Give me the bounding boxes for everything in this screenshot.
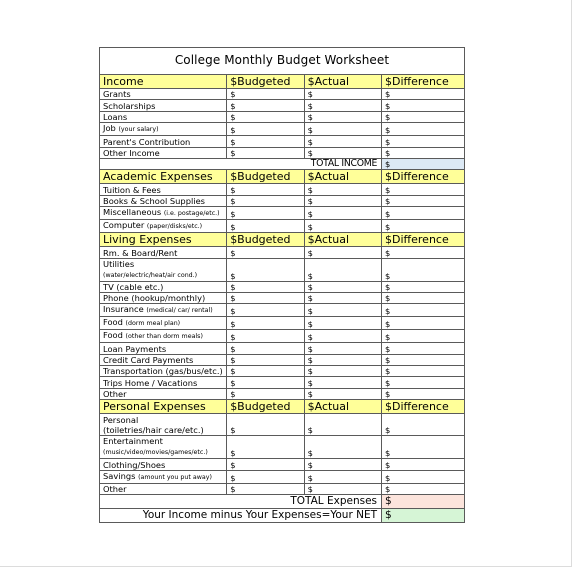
budgeted-cell[interactable]: $ <box>227 220 304 233</box>
row-label-note: (amount you put away) <box>138 473 212 481</box>
row-label-note: (dorm meal plan) <box>125 320 181 328</box>
row-label <box>100 304 227 317</box>
living-header-row <box>100 233 464 247</box>
budgeted-cell[interactable]: $ <box>227 111 304 122</box>
table-row <box>100 195 464 206</box>
table-row <box>100 100 464 111</box>
personal-heading: Personal Expenses <box>100 400 227 414</box>
budget-worksheet <box>99 47 465 523</box>
budgeted-cell[interactable]: $ <box>227 330 304 343</box>
difference-cell[interactable]: $ <box>382 317 464 330</box>
table-row <box>100 377 464 388</box>
budgeted-cell[interactable]: $ <box>227 281 304 292</box>
difference-cell[interactable]: $ <box>382 247 464 258</box>
total-expenses-label: TOTAL Expenses <box>100 495 382 509</box>
table-row <box>100 388 464 399</box>
actual-cell[interactable]: $ <box>304 470 381 483</box>
row-label: Other Income <box>100 147 227 158</box>
actual-cell[interactable]: $ <box>304 330 381 343</box>
row-label: Trips Home / Vacations <box>100 377 227 388</box>
difference-column-header: $Difference <box>382 75 464 89</box>
row-label <box>100 220 227 233</box>
worksheet-title: College Monthly Budget Worksheet <box>100 48 464 75</box>
table-row <box>100 470 464 483</box>
table-row <box>100 330 464 343</box>
row-label-main: Personal <box>103 415 139 426</box>
row-label: Loans <box>100 111 227 122</box>
row-label-main: Utilities <box>103 258 135 269</box>
table-row <box>100 292 464 303</box>
difference-cell[interactable]: $ <box>382 354 464 365</box>
table-row <box>100 247 464 258</box>
row-label <box>100 436 227 459</box>
net-row <box>100 509 464 523</box>
actual-cell[interactable]: $ <box>304 111 381 122</box>
actual-cell[interactable]: $ <box>304 195 381 206</box>
table-row <box>100 258 464 281</box>
income-heading: Income <box>100 75 227 89</box>
actual-cell[interactable]: $ <box>304 317 381 330</box>
budgeted-column-header: $Budgeted <box>227 170 304 184</box>
table-row <box>100 136 464 147</box>
row-label-note: (paper/disks/etc.) <box>146 223 203 231</box>
row-label <box>100 123 227 136</box>
academic-heading: Academic Expenses <box>100 170 227 184</box>
net-label: Your Income minus Your Expenses=Your NET <box>100 509 382 523</box>
table-row <box>100 343 464 354</box>
row-label-note: (medical/ car/ rental) <box>146 307 213 315</box>
actual-cell[interactable]: $ <box>304 147 381 158</box>
table-row <box>100 459 464 470</box>
budgeted-cell[interactable]: $ <box>227 123 304 136</box>
actual-cell[interactable]: $ <box>304 207 381 220</box>
row-label-note: (water/electric/heat/air cond.) <box>103 271 198 279</box>
difference-cell[interactable]: $ <box>382 184 464 195</box>
budget-table <box>100 75 464 522</box>
table-row <box>100 123 464 136</box>
actual-cell[interactable]: $ <box>304 459 381 470</box>
actual-cell[interactable]: $ <box>304 292 381 303</box>
row-label: Grants <box>100 89 227 100</box>
actual-column-header: $Actual <box>304 170 381 184</box>
actual-column-header: $Actual <box>304 75 381 89</box>
budgeted-cell[interactable]: $ <box>227 343 304 354</box>
difference-cell[interactable]: $ <box>382 136 464 147</box>
table-row <box>100 483 464 494</box>
difference-cell[interactable]: $ <box>382 304 464 317</box>
row-label-main: Job <box>103 123 116 134</box>
row-label <box>100 330 227 343</box>
row-label-note: (i.e. postage/etc.) <box>163 210 220 218</box>
difference-cell[interactable]: $ <box>382 414 464 436</box>
budgeted-cell[interactable]: $ <box>227 459 304 470</box>
difference-cell[interactable]: $ <box>382 366 464 377</box>
actual-cell[interactable]: $ <box>304 100 381 111</box>
actual-cell[interactable]: $ <box>304 281 381 292</box>
row-label: Tuition & Fees <box>100 184 227 195</box>
budgeted-cell[interactable]: $ <box>227 377 304 388</box>
row-label: Loan Payments <box>100 343 227 354</box>
row-label <box>100 470 227 483</box>
actual-cell[interactable]: $ <box>304 258 381 281</box>
row-label-main: Savings <box>103 470 136 481</box>
budgeted-column-header: $Budgeted <box>227 75 304 89</box>
total-expenses-cell[interactable]: $ <box>382 495 464 509</box>
budgeted-cell[interactable]: $ <box>227 100 304 111</box>
budgeted-cell[interactable]: $ <box>227 292 304 303</box>
income-header-row <box>100 75 464 89</box>
row-label-main: Computer <box>103 220 145 231</box>
actual-cell[interactable]: $ <box>304 366 381 377</box>
row-label: Scholarships <box>100 100 227 111</box>
row-label-main: Miscellaneous <box>103 207 162 218</box>
row-label-main: Entertainment <box>103 436 163 447</box>
difference-cell[interactable]: $ <box>382 111 464 122</box>
row-label: Credit Card Payments <box>100 354 227 365</box>
living-heading: Living Expenses <box>100 233 227 247</box>
actual-cell[interactable]: $ <box>304 388 381 399</box>
difference-column-header: $Difference <box>382 233 464 247</box>
difference-cell[interactable]: $ <box>382 483 464 494</box>
budgeted-cell[interactable]: $ <box>227 304 304 317</box>
budgeted-cell[interactable]: $ <box>227 147 304 158</box>
difference-cell[interactable]: $ <box>382 220 464 233</box>
row-label: Other <box>100 483 227 494</box>
budgeted-cell[interactable]: $ <box>227 184 304 195</box>
actual-cell[interactable]: $ <box>304 123 381 136</box>
row-label-main: Food <box>103 330 123 341</box>
difference-cell[interactable]: $ <box>382 459 464 470</box>
actual-cell[interactable]: $ <box>304 483 381 494</box>
total-income-label: TOTAL INCOME <box>100 158 382 169</box>
actual-cell[interactable]: $ <box>304 343 381 354</box>
budgeted-cell[interactable]: $ <box>227 136 304 147</box>
academic-header-row <box>100 170 464 184</box>
row-label: Other <box>100 388 227 399</box>
budgeted-cell[interactable]: $ <box>227 195 304 206</box>
row-label-note: (toiletries/hair care/etc.) <box>103 425 204 436</box>
actual-column-header: $Actual <box>304 233 381 247</box>
budgeted-cell[interactable]: $ <box>227 354 304 365</box>
difference-cell[interactable]: $ <box>382 281 464 292</box>
difference-column-header: $Difference <box>382 170 464 184</box>
difference-cell[interactable]: $ <box>382 207 464 220</box>
actual-cell[interactable]: $ <box>304 414 381 436</box>
row-label-main: Food <box>103 317 123 328</box>
row-label <box>100 317 227 330</box>
table-row <box>100 89 464 100</box>
difference-cell[interactable]: $ <box>382 292 464 303</box>
difference-cell[interactable]: $ <box>382 195 464 206</box>
table-row <box>100 366 464 377</box>
total-income-cell[interactable]: $ <box>382 158 464 169</box>
row-label: Clothing/Shoes <box>100 459 227 470</box>
total-expenses-row <box>100 495 464 509</box>
budgeted-cell[interactable]: $ <box>227 470 304 483</box>
difference-cell[interactable]: $ <box>382 470 464 483</box>
row-label-note: (other than dorm meals) <box>125 333 203 341</box>
row-label-main: Insurance <box>103 304 144 315</box>
difference-cell[interactable]: $ <box>382 123 464 136</box>
table-row <box>100 354 464 365</box>
difference-cell[interactable]: $ <box>382 147 464 158</box>
difference-cell[interactable]: $ <box>382 343 464 354</box>
budgeted-cell[interactable]: $ <box>227 366 304 377</box>
budgeted-cell[interactable]: $ <box>227 483 304 494</box>
difference-cell[interactable]: $ <box>382 330 464 343</box>
actual-cell[interactable]: $ <box>304 377 381 388</box>
actual-cell[interactable]: $ <box>304 184 381 195</box>
table-row <box>100 111 464 122</box>
table-row <box>100 207 464 220</box>
row-label <box>100 207 227 220</box>
row-label <box>100 258 227 281</box>
table-row <box>100 220 464 233</box>
difference-cell[interactable]: $ <box>382 377 464 388</box>
budgeted-cell[interactable]: $ <box>227 388 304 399</box>
actual-cell[interactable]: $ <box>304 220 381 233</box>
net-cell[interactable]: $ <box>382 509 464 523</box>
actual-cell[interactable]: $ <box>304 436 381 459</box>
personal-header-row <box>100 400 464 414</box>
row-label-note: (music/video/movies/games/etc.) <box>103 449 208 457</box>
difference-column-header: $Difference <box>382 400 464 414</box>
table-row <box>100 414 464 436</box>
difference-cell[interactable]: $ <box>382 258 464 281</box>
budgeted-cell[interactable]: $ <box>227 207 304 220</box>
difference-cell[interactable]: $ <box>382 388 464 399</box>
budgeted-column-header: $Budgeted <box>227 400 304 414</box>
budgeted-cell[interactable]: $ <box>227 414 304 436</box>
row-label: Books & School Supplies <box>100 195 227 206</box>
actual-cell[interactable]: $ <box>304 304 381 317</box>
budgeted-column-header: $Budgeted <box>227 233 304 247</box>
difference-cell[interactable]: $ <box>382 89 464 100</box>
table-row <box>100 317 464 330</box>
budgeted-cell[interactable]: $ <box>227 247 304 258</box>
actual-cell[interactable]: $ <box>304 354 381 365</box>
actual-cell[interactable]: $ <box>304 136 381 147</box>
difference-cell[interactable]: $ <box>382 100 464 111</box>
row-label: Transportation (gas/bus/etc.) <box>100 366 227 377</box>
table-row <box>100 281 464 292</box>
actual-column-header: $Actual <box>304 400 381 414</box>
row-label: Phone (hookup/monthly) <box>100 292 227 303</box>
row-label: Parent's Contribution <box>100 136 227 147</box>
table-row <box>100 436 464 459</box>
table-row <box>100 184 464 195</box>
table-row <box>100 304 464 317</box>
total-income-row <box>100 158 464 169</box>
actual-cell[interactable]: $ <box>304 247 381 258</box>
row-label-note: (your salary) <box>118 126 159 134</box>
budgeted-cell[interactable]: $ <box>227 317 304 330</box>
budgeted-cell[interactable]: $ <box>227 89 304 100</box>
row-label: TV (cable etc.) <box>100 281 227 292</box>
budgeted-cell[interactable]: $ <box>227 258 304 281</box>
budgeted-cell[interactable]: $ <box>227 436 304 459</box>
table-row <box>100 147 464 158</box>
row-label: Rm. & Board/Rent <box>100 247 227 258</box>
row-label <box>100 414 227 436</box>
difference-cell[interactable]: $ <box>382 436 464 459</box>
actual-cell[interactable]: $ <box>304 89 381 100</box>
